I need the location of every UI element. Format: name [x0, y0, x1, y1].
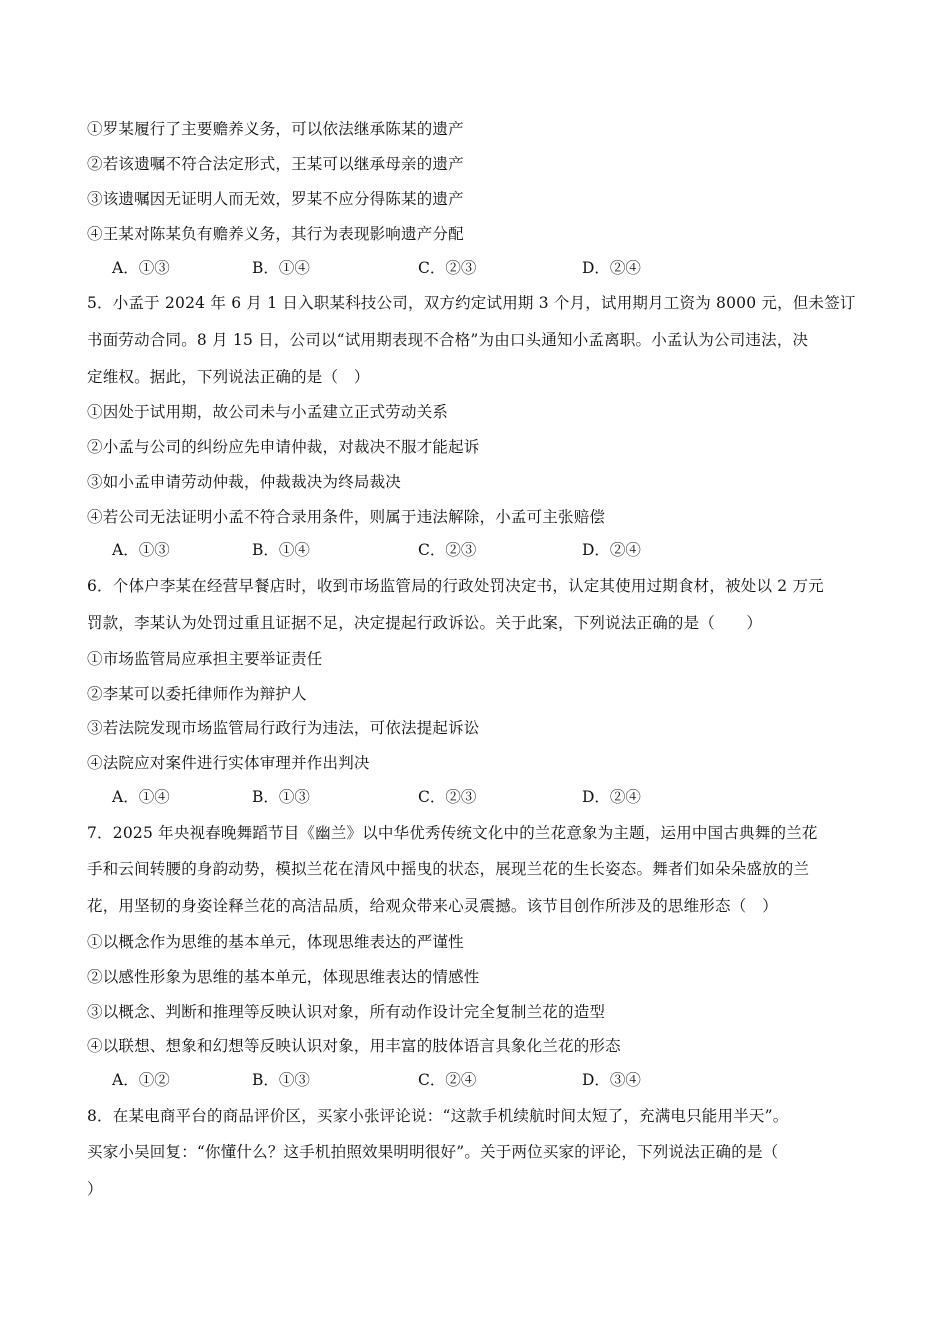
- q6-statement-1: ①市场监管局应承担主要举证责任: [87, 650, 323, 668]
- q5-choice-d[interactable]: D．②④: [582, 541, 641, 559]
- q6-statement-3: ③若法院发现市场监管局行政行为违法，可依法提起诉讼: [87, 719, 480, 737]
- q6-choice-c[interactable]: C．②③: [418, 788, 477, 806]
- q6-statement-2: ②李某可以委托律师作为辩护人: [87, 685, 307, 703]
- q7-statement-4: ④以联想、想象和幻想等反映认识对象，用丰富的肢体语言具象化兰花的形态: [87, 1037, 621, 1055]
- q5-choice-a[interactable]: A．①③: [112, 541, 170, 559]
- q4-choices: [112, 257, 712, 279]
- q4-choice-d[interactable]: D．②④: [582, 259, 641, 277]
- q7-statement-1: ①以概念作为思维的基本单元，体现思维表达的严谨性: [87, 933, 464, 951]
- q5-stem-line-3: 定维权。据此，下列说法正确的是（ ）: [87, 368, 370, 386]
- q7-choice-b[interactable]: B．①③: [252, 1071, 310, 1089]
- q5-choices: [112, 539, 712, 561]
- q4-statement-3: ③该遗嘱因无证明人而无效，罗某不应分得陈某的遗产: [87, 190, 464, 208]
- q8-stem-line-2: 买家小吴回复：“你懂什么？这手机拍照效果明明很好”。关于两位买家的评论，下列说法正确的是（: [87, 1143, 779, 1161]
- q6-stem-line-2: 罚款，李某认为处罚过重且证据不足，决定提起行政诉讼。关于此案，下列说法正确的是（ ）: [87, 614, 763, 632]
- q7-choices: [112, 1069, 712, 1091]
- q7-statement-3: ③以概念、判断和推理等反映认识对象，所有动作设计完全复制兰花的造型: [87, 1003, 606, 1021]
- q4-statement-4: ④王某对陈某负有赡养义务，其行为表现影响遗产分配: [87, 225, 464, 243]
- q7-statement-2: ②以感性形象为思维的基本单元，体现思维表达的情感性: [87, 968, 480, 986]
- q7-choice-d[interactable]: D．③④: [582, 1071, 641, 1089]
- q5-choice-b[interactable]: B．①④: [252, 541, 310, 559]
- q8-stem-line-3: ）: [87, 1180, 103, 1198]
- q5-statement-3: ③如小孟申请劳动仲裁，仲裁裁决为终局裁决: [87, 473, 402, 491]
- q7-stem-line-1: 7．2025 年央视春晚舞蹈节目《幽兰》以中华优秀传统文化中的兰花意象为主题，运用中国古典舞的兰花: [87, 824, 818, 842]
- q7-stem-line-2: 手和云间转腰的身韵动势，模拟兰花在清风中摇曳的状态，展现兰花的生长姿态。舞者们如朵朵盛放的兰: [87, 860, 810, 878]
- q6-stem-line-1: 6．个体户李某在经营早餐店时，收到市场监管局的行政处罚决定书，认定其使用过期食材，被处以 2 万元: [87, 577, 824, 595]
- q6-choice-d[interactable]: D．②④: [582, 788, 641, 806]
- q7-choice-c[interactable]: C．②④: [418, 1071, 477, 1089]
- q4-statement-1: ①罗某履行了主要赡养义务，可以依法继承陈某的遗产: [87, 120, 464, 138]
- q6-choices: [112, 786, 712, 808]
- q5-statement-2: ②小孟与公司的纠纷应先申请仲裁，对裁决不服才能起诉: [87, 438, 480, 456]
- q5-stem-line-2: 书面劳动合同。8 月 15 日，公司以“试用期表现不合格”为由口头通知小孟离职。小孟认为公司违法，决: [87, 331, 809, 349]
- q4-statement-2: ②若该遗嘱不符合法定形式，王某可以继承母亲的遗产: [87, 155, 464, 173]
- q4-choice-c[interactable]: C．②③: [418, 259, 477, 277]
- q7-stem-line-3: 花，用坚韧的身姿诠释兰花的高洁品质，给观众带来心灵震撼。该节目创作所涉及的思维形态（ ）: [87, 897, 778, 915]
- q5-statement-1: ①因处于试用期，故公司未与小孟建立正式劳动关系: [87, 403, 449, 421]
- q5-statement-4: ④若公司无法证明小孟不符合录用条件，则属于违法解除，小孟可主张赔偿: [87, 508, 606, 526]
- q6-choice-a[interactable]: A．①④: [112, 788, 170, 806]
- q4-choice-b[interactable]: B．①④: [252, 259, 310, 277]
- q6-choice-b[interactable]: B．①③: [252, 788, 310, 806]
- q7-choice-a[interactable]: A．①②: [112, 1071, 170, 1089]
- q5-choice-c[interactable]: C．②③: [418, 541, 477, 559]
- q8-stem-line-1: 8．在某电商平台的商品评价区，买家小张评论说：“这款手机续航时间太短了，充满电只能用半天”。: [87, 1107, 789, 1125]
- q4-choice-a[interactable]: A．①③: [112, 259, 170, 277]
- q5-stem-line-1: 5．小孟于 2024 年 6 月 1 日入职某科技公司，双方约定试用期 3 个月，试用期月工资为 8000 元，但未签订: [87, 294, 856, 312]
- q6-statement-4: ④法院应对案件进行实体审理并作出判决: [87, 754, 370, 772]
